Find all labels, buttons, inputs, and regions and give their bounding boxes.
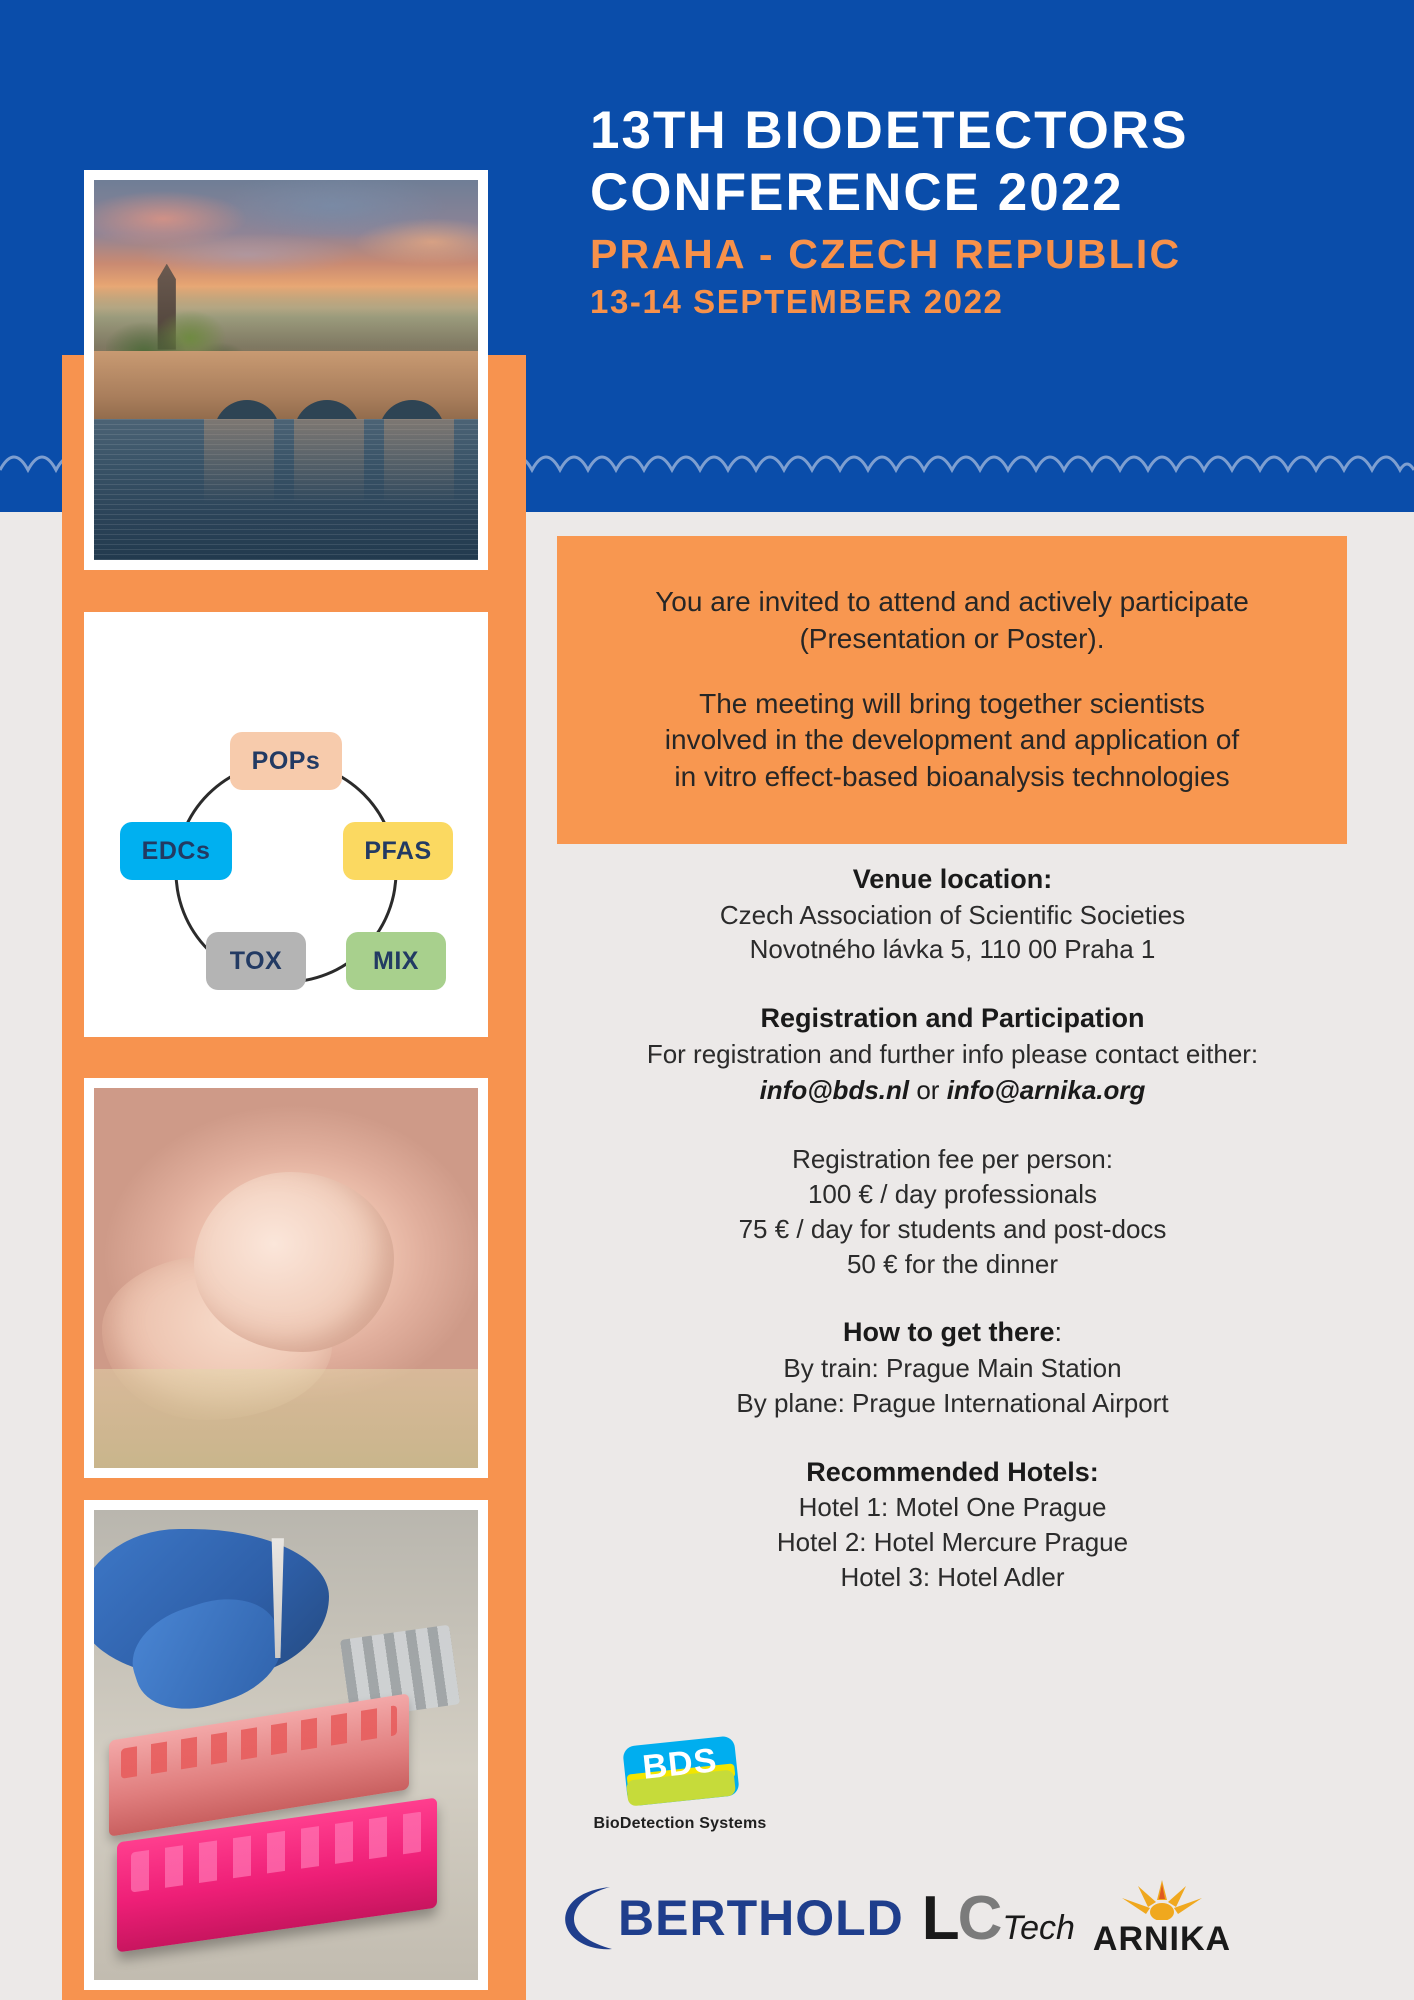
header-title-block [590, 100, 1310, 322]
venue-line-2: Novotného lávka 5, 110 00 Praha 1 [749, 934, 1156, 965]
image-laboratory [84, 1500, 488, 1990]
image-laboratory-inner [94, 1510, 478, 1980]
email-separator: or [909, 1074, 947, 1105]
email-bds[interactable]: info@bds.nl [759, 1074, 910, 1105]
invitation-line-4: involved in the development and application of [664, 724, 1240, 756]
email-arnika[interactable]: info@arnika.org [946, 1074, 1146, 1105]
travel-line-2: By plane: Prague International Airport [736, 1387, 1169, 1418]
invitation-line-1: You are invited to attend and actively participate [655, 585, 1249, 617]
bds-logo-text: BDS [640, 1741, 720, 1787]
section-spacer [530, 967, 1375, 1001]
logo-lctech [922, 1883, 1075, 1954]
registration-emails [530, 1072, 1375, 1108]
hotels-line-3: Hotel 3: Hotel Adler [840, 1562, 1065, 1592]
image-prague-bridge-inner [94, 180, 478, 560]
bds-logo-mark [621, 1735, 739, 1809]
sponsor-logo-row [560, 1868, 1390, 1968]
section-spacer [530, 1108, 1375, 1142]
invitation-line-2: (Presentation or Poster). [799, 622, 1105, 654]
fees-line-2: 75 € / day for students and post-docs [738, 1213, 1167, 1244]
diagram-node-pops-label: POPs [251, 746, 321, 775]
fees-line-3: 50 € for the dinner [846, 1248, 1059, 1279]
registration-contact-intro: For registration and further info please contact either: [646, 1038, 1259, 1069]
hotels-heading: Recommended Hotels: [806, 1456, 1099, 1487]
image-hands-inner [94, 1088, 478, 1468]
logo-lc-tech: Tech [1002, 1908, 1075, 1947]
baby-hand [194, 1172, 394, 1352]
fees-line-1: 100 € / day professionals [807, 1178, 1098, 1209]
travel-line-1: By train: Prague Main Station [783, 1353, 1122, 1384]
travel-heading-colon: : [1054, 1317, 1063, 1348]
prague-reflection [204, 419, 274, 503]
section-spacer [530, 1421, 1375, 1455]
diagram-node-mix [346, 932, 446, 990]
conference-title-line1: 13TH BIODETECTORS [590, 101, 1189, 160]
venue-line-1: Czech Association of Scientific Societies [719, 899, 1186, 930]
diagram-node-mix-label: MIX [373, 946, 419, 975]
prague-photo-render [94, 180, 478, 560]
details-column [530, 862, 1375, 1595]
fees-heading: Registration fee per person: [792, 1144, 1113, 1175]
bds-logo-subtitle: BioDetection Systems [593, 1815, 767, 1832]
prague-reflection [384, 419, 454, 503]
logo-bds [580, 1735, 780, 1855]
diagram-node-pfas [343, 822, 453, 880]
diagram-node-tox [206, 932, 306, 990]
image-pollutant-diagram-inner [94, 622, 478, 1027]
conference-dates: 13-14 SEPTEMBER 2022 [590, 283, 1004, 321]
image-hands [84, 1078, 488, 1478]
logo-arnika [1093, 1878, 1231, 1959]
logo-lc-l: L [921, 1883, 958, 1953]
invitation-line-5: in vitro effect-based bioanalysis technologies [674, 761, 1230, 793]
lab-photo-render [94, 1510, 478, 1980]
logo-berthold [560, 1881, 904, 1955]
logo-arnika-label: ARNIKA [1092, 1919, 1232, 1958]
arnika-sun-icon [1112, 1878, 1212, 1920]
image-prague-bridge [84, 170, 488, 570]
image-pollutant-diagram [84, 612, 488, 1037]
invitation-line-3: The meeting will bring together scientists [699, 687, 1205, 719]
travel-heading: How to get there [842, 1317, 1055, 1348]
logo-lc-c: C [957, 1883, 1001, 1953]
diagram-node-pops [230, 732, 342, 790]
venue-heading: Venue location: [852, 864, 1053, 894]
travel-heading-wrap [530, 1315, 1375, 1351]
diagram-node-pfas-label: PFAS [364, 836, 432, 865]
diagram-node-edcs-label: EDCs [141, 836, 211, 865]
section-spacer [530, 1281, 1375, 1315]
hotels-line-1: Hotel 1: Motel One Prague [798, 1492, 1107, 1523]
hands-photo-render [94, 1088, 478, 1468]
blanket [94, 1369, 478, 1468]
prague-reflection [294, 419, 364, 503]
pollutant-cycle-diagram [94, 622, 478, 1027]
berthold-swoosh-icon [560, 1881, 616, 1955]
diagram-node-edcs [120, 822, 232, 880]
conference-title-line2: CONFERENCE 2022 [590, 163, 1124, 222]
logo-arnika-text [1093, 1920, 1231, 1959]
logo-berthold-text: BERTHOLD [618, 1890, 904, 1946]
conference-location: PRAHA - CZECH REPUBLIC [590, 231, 1182, 277]
diagram-node-tox-label: TOX [229, 946, 283, 975]
hotels-line-2: Hotel 2: Hotel Mercure Prague [776, 1527, 1129, 1558]
registration-heading: Registration and Participation [760, 1003, 1145, 1034]
invitation-spacer [583, 658, 1321, 686]
invitation-box [557, 536, 1347, 844]
